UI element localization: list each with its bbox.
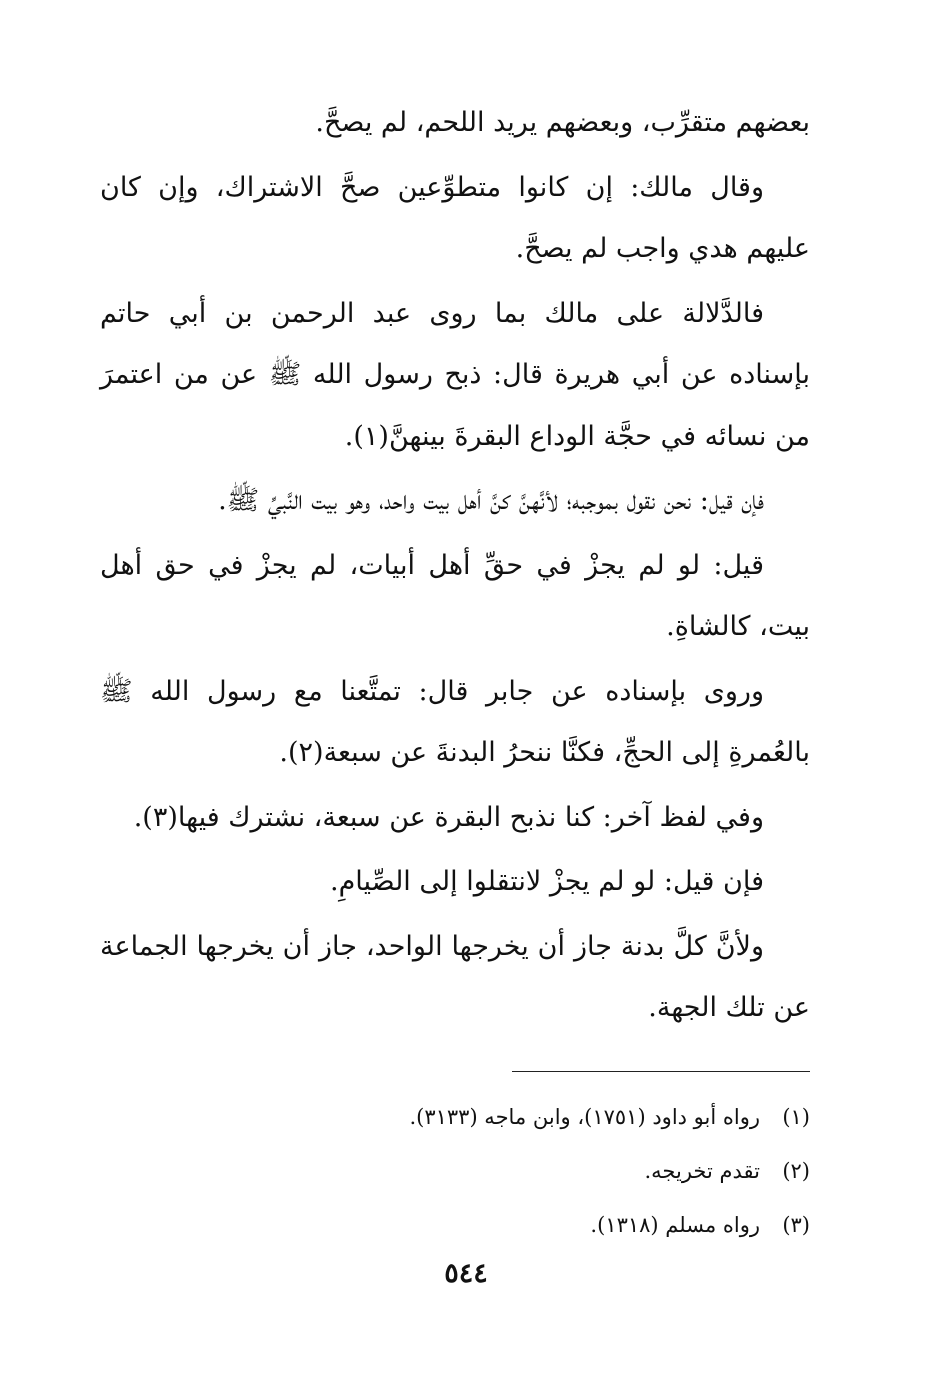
footnote-3 bbox=[100, 1198, 810, 1252]
paragraph-7: وفي لفظ آخر: كنا نذبح البقرة عن سبعة، نشترك فيها(٣). bbox=[133, 801, 764, 833]
footnote-number: (٣) bbox=[782, 1213, 810, 1237]
footnote-number: (١) bbox=[782, 1105, 810, 1129]
paragraph-9: ولأنَّ كلَّ بدنة جاز أن يخرجها الواحد، جاز أن يخرجها الجماعة عن تلك الجهة. bbox=[100, 930, 810, 1023]
footnote-text: تقدم تخريجه. bbox=[644, 1159, 760, 1183]
footnote-divider bbox=[512, 1071, 810, 1072]
footnote-number: (٢) bbox=[782, 1159, 810, 1183]
paragraph-8: فإن قيل: لو لم يجزْ لانتقلوا إلى الصِّيامِ. bbox=[329, 866, 764, 897]
footnote-1 bbox=[100, 1090, 810, 1144]
paragraph-5: قيل: لو لم يجزْ في حقِّ أهل أبيات، لم يجزْ في حق أهل بيت، كالشاةِ. bbox=[100, 549, 810, 642]
paragraph-2: وقال مالك: إن كانوا متطوِّعين صحَّ الاشتراك، وإن كان عليهم هدي واجب لم يصحَّ. bbox=[100, 171, 810, 264]
paragraph-1: بعضهم متقرِّب، وبعضهم يريد اللحم، لم يصحَّ. bbox=[315, 107, 810, 138]
paragraph-6: وروى بإسناده عن جابر قال: تمتَّعنا مع رسول الله ﷺ بالعُمرةِ إلى الحجِّ، فكنَّا ننحرُ البدنةَ عن سبعة(٢). bbox=[100, 675, 810, 768]
footnotes bbox=[100, 1090, 810, 1252]
paragraph-4: فإن قيل: نحن نقول بموجبه؛ لأنَّهنَّ كنَّ أهل بيت واحد، وهو بيت النَّبيِّ ﷺ. bbox=[218, 485, 764, 516]
footnote-text: رواه أبو داود (١٧٥١)، وابن ماجه (٣١٣٣). bbox=[409, 1105, 760, 1129]
page-number: ٥٤٤ bbox=[444, 1258, 488, 1289]
main-text bbox=[100, 92, 810, 1042]
footnote-2 bbox=[100, 1144, 810, 1198]
paragraph-3: فالدَّلالة على مالك بما روى عبد الرحمن بن أبي حاتم بإسناده عن أبي هريرة قال: ذبح رسول الله ﷺ عن من اعتمرَ من نسائه في حجَّة الوداع البقرةَ بينهنَّ(١). bbox=[100, 297, 810, 452]
footnote-text: رواه مسلم (١٣١٨). bbox=[590, 1213, 760, 1237]
